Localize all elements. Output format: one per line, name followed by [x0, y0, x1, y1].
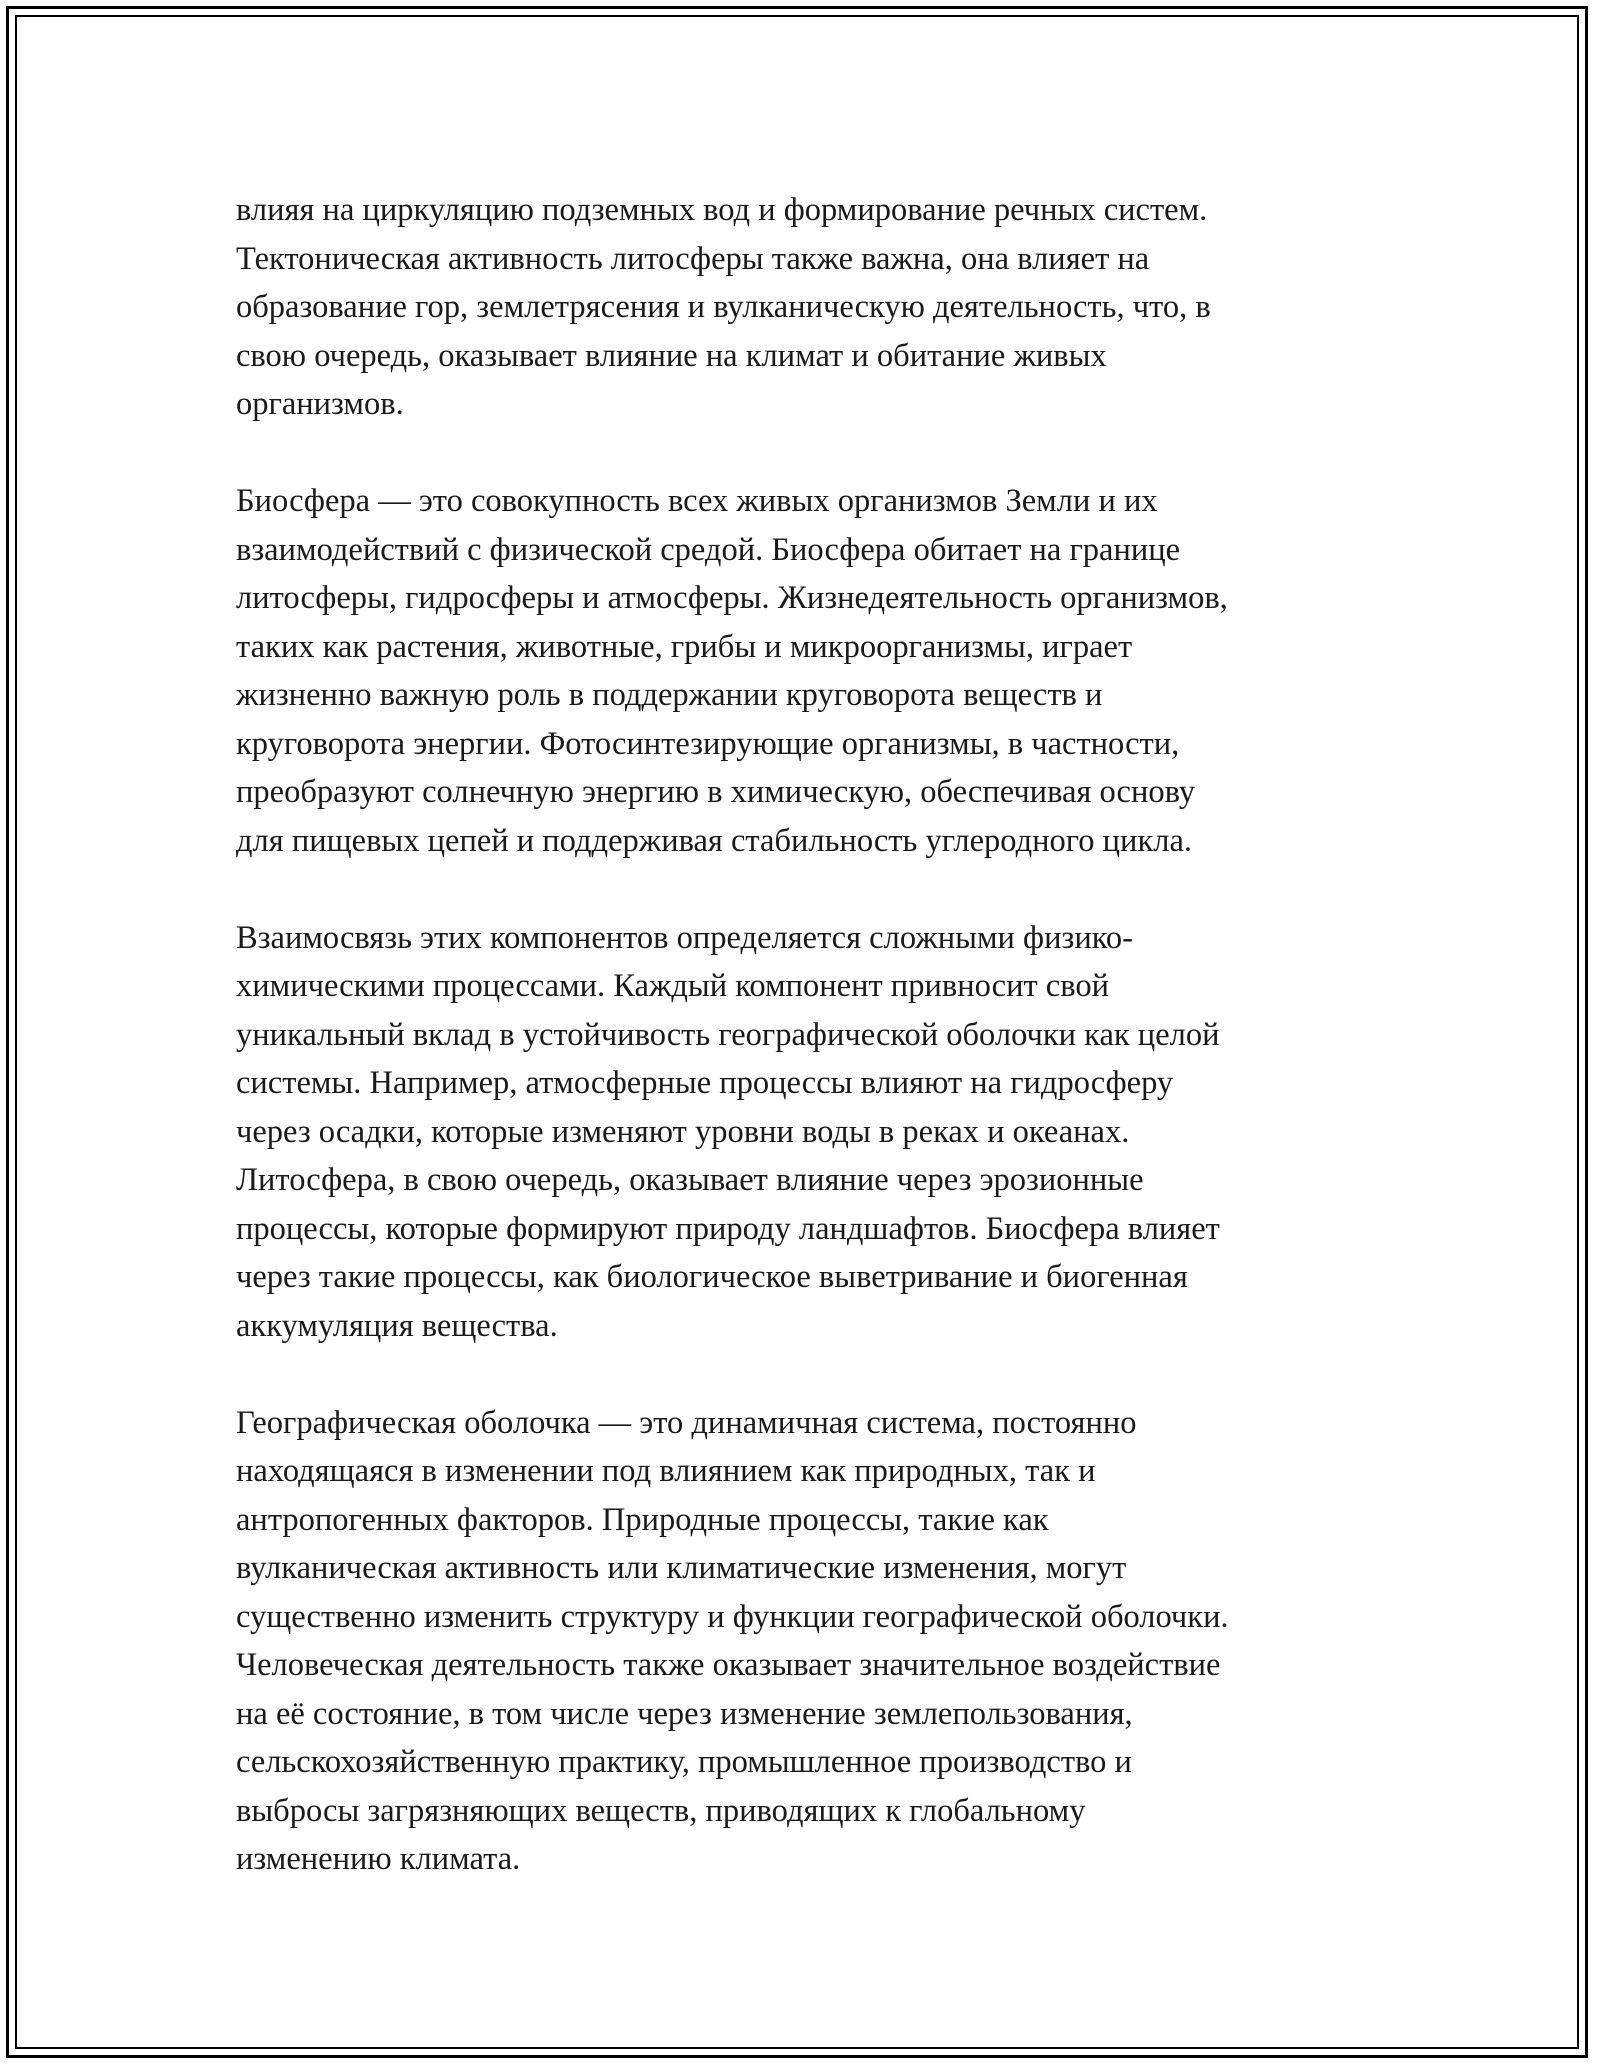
paragraph-lithosphere: влияя на циркуляцию подземных вод и формирование речных систем. Тектоническая активность литосферы также важна, она влияет на образование гор, землетрясения и вулканическую деятельность, что, в свою очередь, оказывает влияние на климат и обитание живых организмов.: [236, 192, 1211, 422]
paragraph-geographic-envelope: Географическая оболочка — это динамичная система, постоянно находящаяся в изменении под влиянием как природных, так и антропогенных факторов. Природные процессы, такие как вулканическая активность или климатические изменения, могут существенно изменить структуру и функции географической оболочки. Человеческая деятельность также оказывает значительное воздействие на её состояние, в том числе через изменение землепользования, сельскохозяйственную практику, промышленное производство и выбросы загрязняющих веществ, приводящих к глобальному изменению климата.: [236, 1404, 1229, 1877]
document-body: [236, 186, 1416, 1884]
paragraph-biosphere: Биосфера — это совокупность всех живых организмов Земли и их взаимодействий с физической средой. Биосфера обитает на границе литосферы, гидросферы и атмосферы. Жизнедеятельность организмов, таких как растения, животные, грибы и микроорганизмы, играет жизненно важную роль в поддержании круговорота веществ и круговорота энергии. Фотосинтезирующие организмы, в частности, преобразуют солнечную энергию в химическую, обеспечивая основу для пищевых цепей и поддерживая стабильность углеродного цикла.: [236, 483, 1228, 859]
paragraph-interconnection: Взаимосвязь этих компонентов определяется сложными физико- химическими процессами. Каждый компонент привносит свой уникальный вклад в устойчивость географической оболочки как целой системы. Например, атмосферные процессы влияют на гидросферу через осадки, которые изменяют уровни воды в реках и океанах. Литосфера, в свою очередь, оказывает влияние через эрозионные процессы, которые формируют природу ландшафтов. Биосфера влияет через такие процессы, как биологическое выветривание и биогенная аккумуляция вещества.: [236, 919, 1220, 1344]
